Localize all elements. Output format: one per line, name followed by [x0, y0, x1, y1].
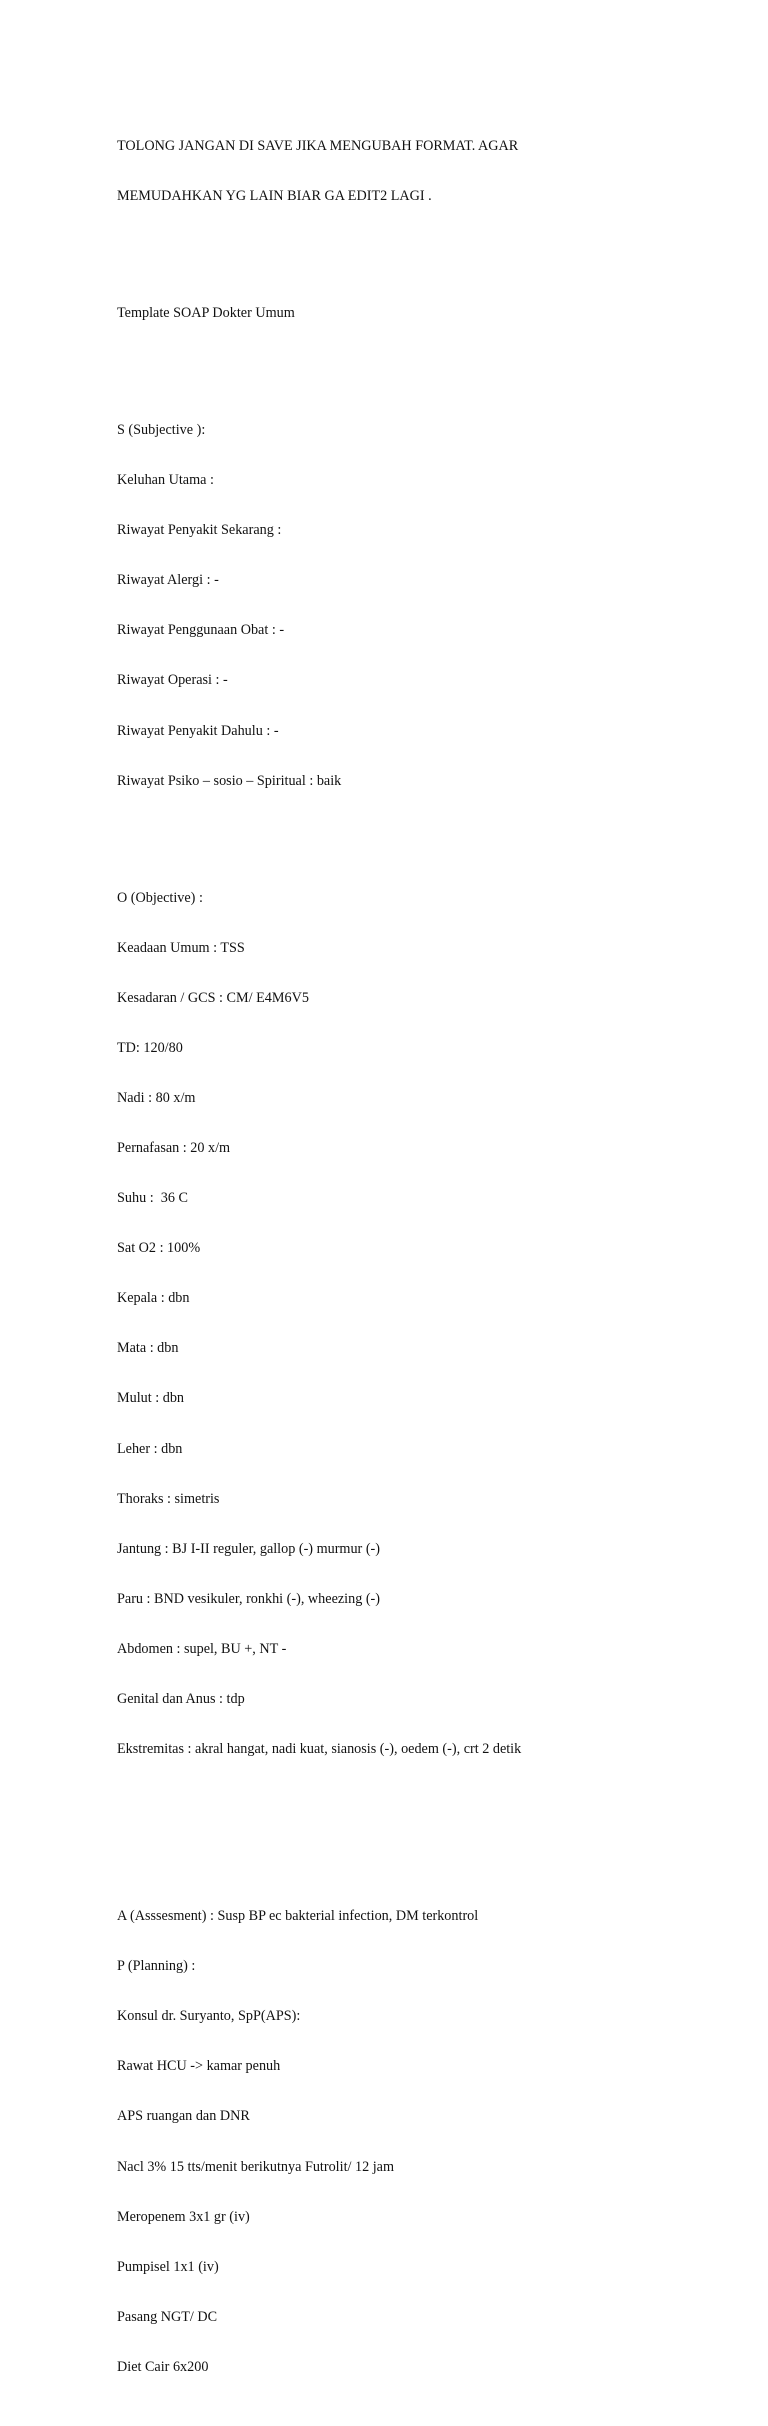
- spacer: [117, 1841, 737, 1858]
- planning-line: Diet Cair 6x200: [117, 2358, 209, 2375]
- spacer: [117, 355, 737, 372]
- objective-heading: O (Objective) :: [117, 889, 203, 906]
- spacer: [117, 1791, 737, 1808]
- assessment-line: A (Asssesment) : Susp BP ec bakterial infection, DM terkontrol: [117, 1908, 479, 1925]
- objective-line: TD: 120/80: [117, 1039, 183, 1056]
- subjective-line: Riwayat Penggunaan Obat : -: [117, 622, 285, 639]
- subjective-line: Riwayat Psiko – sosio – Spiritual : baik: [117, 772, 342, 789]
- subjective-heading: S (Subjective ):: [117, 421, 206, 438]
- notice-line-2: MEMUDAHKAN YG LAIN BIAR GA EDIT2 LAGI .: [117, 188, 432, 205]
- subjective-line: Riwayat Operasi : -: [117, 672, 228, 689]
- planning-line: Konsul dr. Suryanto, SpP(APS):: [117, 2008, 301, 2025]
- subjective-line: Riwayat Alergi : -: [117, 572, 219, 589]
- planning-line: Rawat HCU -> kamar penuh: [117, 2058, 281, 2075]
- planning-line: APS ruangan dan DNR: [117, 2108, 250, 2125]
- objective-line: Suhu : 36 C: [117, 1190, 188, 1207]
- spacer: [117, 238, 737, 255]
- objective-line: Mulut : dbn: [117, 1390, 185, 1407]
- objective-line: Abdomen : supel, BU +, NT -: [117, 1640, 287, 1657]
- objective-line: Mata : dbn: [117, 1340, 179, 1357]
- objective-line: Leher : dbn: [117, 1440, 183, 1457]
- spacer: [117, 823, 737, 840]
- planning-line: Pasang NGT/ DC: [117, 2308, 218, 2325]
- objective-line: Genital dan Anus : tdp: [117, 1691, 245, 1708]
- objective-line: Kepala : dbn: [117, 1290, 190, 1307]
- subjective-line: Keluhan Utama :: [117, 472, 214, 489]
- planning-line: Nacl 3% 15 tts/menit berikutnya Futrolit/ 12 jam: [117, 2158, 395, 2175]
- subjective-line: Riwayat Penyakit Sekarang :: [117, 522, 282, 539]
- planning-line: Pumpisel 1x1 (iv): [117, 2258, 219, 2275]
- planning-line: Meropenem 3x1 gr (iv): [117, 2208, 250, 2225]
- subjective-line: Riwayat Penyakit Dahulu : -: [117, 722, 279, 739]
- objective-line: Kesadaran / GCS : CM/ E4M6V5: [117, 989, 309, 1006]
- objective-line: Nadi : 80 x/m: [117, 1089, 196, 1106]
- document-body: [117, 88, 737, 2426]
- planning-heading: P (Planning) :: [117, 1958, 196, 1975]
- objective-line: Ekstremitas : akral hangat, nadi kuat, sianosis (-), oedem (-), crt 2 detik: [117, 1741, 522, 1758]
- objective-line: Keadaan Umum : TSS: [117, 939, 245, 956]
- objective-line: Sat O2 : 100%: [117, 1240, 201, 1257]
- objective-line: Thoraks : simetris: [117, 1490, 220, 1507]
- template-title: Template SOAP Dokter Umum: [117, 305, 295, 322]
- objective-line: Pernafasan : 20 x/m: [117, 1140, 231, 1156]
- notice-line-1: TOLONG JANGAN DI SAVE JIKA MENGUBAH FORMAT. AGAR: [117, 138, 519, 155]
- objective-line: Paru : BND vesikuler, ronkhi (-), wheezing (-): [117, 1590, 381, 1607]
- objective-line: Jantung : BJ I-II reguler, gallop (-) murmur (-): [117, 1540, 381, 1557]
